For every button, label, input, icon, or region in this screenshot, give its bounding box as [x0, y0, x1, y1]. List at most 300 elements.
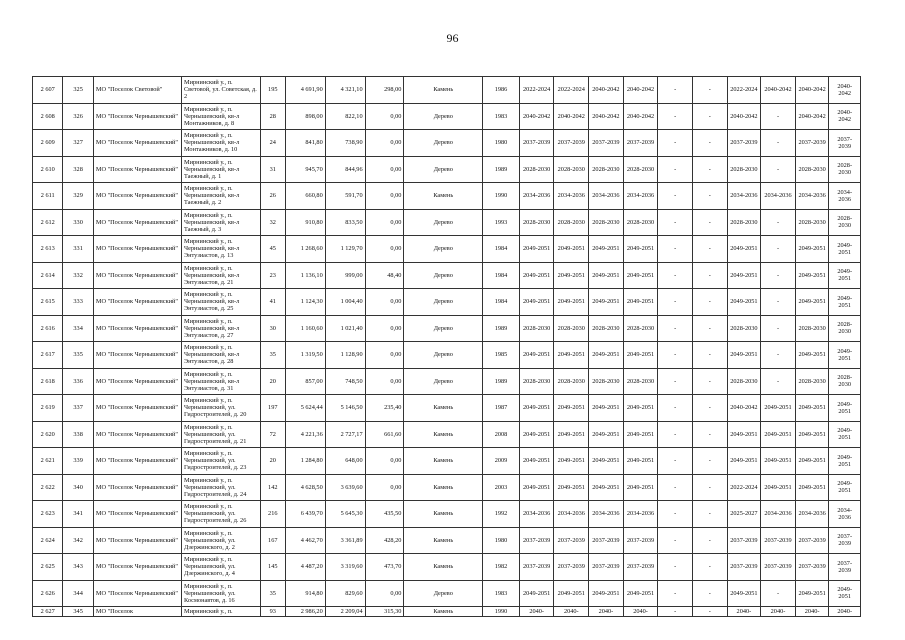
cell-municipality: МО "Поселок Чернышевский" — [93, 421, 181, 448]
cell-period-9: 2049-2051 — [795, 421, 829, 448]
cell-period-2: 2049-2051 — [554, 395, 589, 422]
cell-period-2: 2049-2051 — [554, 236, 589, 263]
cell-period-8: 2040- — [761, 607, 796, 617]
cell-period-6: - — [692, 342, 727, 369]
cell-period-10: 2049-2051 — [829, 395, 861, 422]
cell-period-10: 2049-2051 — [829, 421, 861, 448]
cell-living-area: 3 319,60 — [325, 554, 365, 581]
cell-apartments: 35 — [260, 342, 285, 369]
cell-build-year: 1990 — [483, 183, 520, 210]
cell-building-id: 340 — [63, 474, 93, 501]
cell-wall-material: Камень — [404, 421, 483, 448]
table-row — [33, 395, 861, 422]
cell-building-id: 329 — [63, 183, 93, 210]
cell-period-5: - — [658, 474, 693, 501]
cell-living-area: 3 361,89 — [325, 527, 365, 554]
cell-period-5: - — [658, 580, 693, 607]
cell-building-id: 341 — [63, 501, 93, 528]
table-row — [33, 342, 861, 369]
cell-period-9: 2037-2039 — [795, 130, 829, 157]
cell-nonresidential-area: 473,70 — [365, 554, 404, 581]
table-row — [33, 289, 861, 316]
table-row — [33, 527, 861, 554]
cell-period-1: 2028-2030 — [519, 368, 554, 395]
cell-build-year: 1985 — [483, 342, 520, 369]
cell-total-area: 4 487,20 — [285, 554, 325, 581]
cell-wall-material: Камень — [404, 501, 483, 528]
cell-build-year: 1983 — [483, 580, 520, 607]
cell-period-9: 2040- — [795, 607, 829, 617]
cell-build-year: 2003 — [483, 474, 520, 501]
cell-period-7: 2022-2024 — [727, 474, 761, 501]
cell-period-5: - — [658, 368, 693, 395]
cell-municipality: МО "Поселок Чернышевский" — [93, 554, 181, 581]
cell-period-2: 2040-2042 — [554, 103, 589, 130]
cell-period-3: 2049-2051 — [589, 236, 624, 263]
cell-address: Мирнинский у., п. Чернышевский, ул. Космонавтов, д. 16 — [181, 580, 260, 607]
cell-address: Мирнинский у., п. Световой, ул. Советская, д. 2 — [181, 77, 260, 104]
cell-period-9: 2049-2051 — [795, 474, 829, 501]
table-row — [33, 209, 861, 236]
cell-municipality: МО "Поселок Чернышевский" — [93, 183, 181, 210]
cell-nonresidential-area: 428,20 — [365, 527, 404, 554]
table-row — [33, 77, 861, 104]
cell-municipality: МО "Поселок Чернышевский" — [93, 395, 181, 422]
cell-total-area: 4 462,70 — [285, 527, 325, 554]
cell-building-id: 337 — [63, 395, 93, 422]
cell-living-area: 3 639,60 — [325, 474, 365, 501]
cell-period-3: 2049-2051 — [589, 474, 624, 501]
cell-living-area: 5 146,50 — [325, 395, 365, 422]
cell-period-7: 2037-2039 — [727, 527, 761, 554]
cell-period-3: 2040-2042 — [589, 103, 624, 130]
cell-row-index: 2 619 — [33, 395, 63, 422]
cell-build-year: 1989 — [483, 156, 520, 183]
cell-total-area: 841,80 — [285, 130, 325, 157]
cell-period-8: 2049-2051 — [761, 474, 796, 501]
cell-address: Мирнинский у., п. Чернышевский, кв-л Энтузиастов, д. 28 — [181, 342, 260, 369]
cell-row-index: 2 614 — [33, 262, 63, 289]
cell-period-6: - — [692, 527, 727, 554]
cell-period-2: 2049-2051 — [554, 580, 589, 607]
cell-wall-material: Дерево — [404, 580, 483, 607]
cell-apartments: 20 — [260, 368, 285, 395]
cell-nonresidential-area: 0,00 — [365, 209, 404, 236]
cell-period-7: 2028-2030 — [727, 368, 761, 395]
cell-period-1: 2049-2051 — [519, 421, 554, 448]
cell-total-area: 1 268,60 — [285, 236, 325, 263]
cell-address: Мирнинский у., п. Чернышевский, кв-л Монтажников, д. 8 — [181, 103, 260, 130]
cell-period-5: - — [658, 448, 693, 475]
cell-municipality: МО "Поселок — [93, 607, 181, 617]
cell-period-1: 2037-2039 — [519, 527, 554, 554]
cell-build-year: 1980 — [483, 130, 520, 157]
cell-period-8: 2037-2039 — [761, 554, 796, 581]
cell-wall-material: Камень — [404, 448, 483, 475]
cell-municipality: МО "Поселок Чернышевский" — [93, 130, 181, 157]
cell-nonresidential-area: 298,00 — [365, 77, 404, 104]
cell-period-1: 2022-2024 — [519, 77, 554, 104]
cell-building-id: 330 — [63, 209, 93, 236]
cell-row-index: 2 623 — [33, 501, 63, 528]
cell-period-8: 2037-2039 — [761, 527, 796, 554]
cell-nonresidential-area: 0,00 — [365, 236, 404, 263]
cell-period-8: - — [761, 580, 796, 607]
cell-period-9: 2034-2036 — [795, 183, 829, 210]
cell-apartments: 20 — [260, 448, 285, 475]
cell-wall-material: Камень — [404, 554, 483, 581]
cell-row-index: 2 627 — [33, 607, 63, 617]
cell-apartments: 31 — [260, 156, 285, 183]
cell-municipality: МО "Поселок Чернышевский" — [93, 289, 181, 316]
cell-period-5: - — [658, 315, 693, 342]
cell-total-area: 857,00 — [285, 368, 325, 395]
cell-period-5: - — [658, 395, 693, 422]
cell-total-area: 4 691,90 — [285, 77, 325, 104]
cell-period-5: - — [658, 527, 693, 554]
cell-period-3: 2049-2051 — [589, 395, 624, 422]
cell-build-year: 1992 — [483, 501, 520, 528]
cell-municipality: МО "Поселок Чернышевский" — [93, 209, 181, 236]
cell-address: Мирнинский у., п. Чернышевский, ул. Гидростроителей, д. 24 — [181, 474, 260, 501]
cell-building-id: 331 — [63, 236, 93, 263]
cell-period-8: 2034-2036 — [761, 501, 796, 528]
cell-period-10: 2028-2030 — [829, 315, 861, 342]
cell-apartments: 35 — [260, 580, 285, 607]
cell-nonresidential-area: 0,00 — [365, 342, 404, 369]
cell-period-2: 2049-2051 — [554, 474, 589, 501]
cell-period-10: 2049-2051 — [829, 262, 861, 289]
cell-period-7: 2040- — [727, 607, 761, 617]
cell-period-5: - — [658, 421, 693, 448]
housing-registry-table — [32, 76, 861, 617]
cell-row-index: 2 626 — [33, 580, 63, 607]
cell-building-id: 342 — [63, 527, 93, 554]
table-row — [33, 474, 861, 501]
cell-period-6: - — [692, 395, 727, 422]
cell-nonresidential-area: 0,00 — [365, 448, 404, 475]
cell-period-7: 2049-2051 — [727, 236, 761, 263]
cell-total-area: 4 221,36 — [285, 421, 325, 448]
cell-row-index: 2 624 — [33, 527, 63, 554]
cell-period-10: 2028-2030 — [829, 368, 861, 395]
cell-period-3: 2037-2039 — [589, 554, 624, 581]
cell-period-6: - — [692, 580, 727, 607]
cell-period-6: - — [692, 315, 727, 342]
cell-wall-material: Камень — [404, 607, 483, 617]
cell-period-5: - — [658, 501, 693, 528]
cell-build-year: 1984 — [483, 236, 520, 263]
cell-period-5: - — [658, 130, 693, 157]
table-row — [33, 421, 861, 448]
cell-period-8: - — [761, 236, 796, 263]
cell-row-index: 2 609 — [33, 130, 63, 157]
cell-period-4: 2049-2051 — [623, 421, 658, 448]
cell-period-10: 2049-2051 — [829, 580, 861, 607]
cell-period-1: 2049-2051 — [519, 289, 554, 316]
cell-address: Мирнинский у., п. Чернышевский, кв-л Энтузиастов, д. 13 — [181, 236, 260, 263]
cell-apartments: 41 — [260, 289, 285, 316]
table-row — [33, 130, 861, 157]
cell-nonresidential-area: 0,00 — [365, 156, 404, 183]
cell-period-10: 2037-2039 — [829, 527, 861, 554]
cell-period-5: - — [658, 156, 693, 183]
cell-period-3: 2049-2051 — [589, 289, 624, 316]
table-row — [33, 580, 861, 607]
cell-period-6: - — [692, 474, 727, 501]
cell-row-index: 2 615 — [33, 289, 63, 316]
cell-period-6: - — [692, 554, 727, 581]
cell-period-3: 2037-2039 — [589, 527, 624, 554]
cell-period-5: - — [658, 183, 693, 210]
cell-address: Мирнинский у., п. Чернышевский, кв-л Энтузиастов, д. 25 — [181, 289, 260, 316]
cell-period-4: 2028-2030 — [623, 315, 658, 342]
cell-period-2: 2034-2036 — [554, 501, 589, 528]
cell-period-10: 2049-2051 — [829, 236, 861, 263]
page-number: 96 — [446, 31, 459, 45]
cell-row-index: 2 616 — [33, 315, 63, 342]
cell-period-2: 2028-2030 — [554, 156, 589, 183]
cell-apartments: 45 — [260, 236, 285, 263]
cell-living-area: 844,96 — [325, 156, 365, 183]
cell-period-8: 2049-2051 — [761, 448, 796, 475]
cell-wall-material: Дерево — [404, 262, 483, 289]
cell-build-year: 1987 — [483, 395, 520, 422]
cell-period-3: 2040- — [589, 607, 624, 617]
cell-address: Мирнинский у., п. Чернышевский, кв-л Энтузиастов, д. 31 — [181, 368, 260, 395]
cell-period-8: - — [761, 103, 796, 130]
cell-period-4: 2040-2042 — [623, 77, 658, 104]
cell-building-id: 336 — [63, 368, 93, 395]
cell-wall-material: Дерево — [404, 103, 483, 130]
cell-period-3: 2028-2030 — [589, 156, 624, 183]
cell-living-area: 738,90 — [325, 130, 365, 157]
cell-municipality: МО "Поселок Чернышевский" — [93, 315, 181, 342]
cell-period-2: 2037-2039 — [554, 527, 589, 554]
cell-period-8: 2040-2042 — [761, 77, 796, 104]
cell-build-year: 1989 — [483, 315, 520, 342]
cell-build-year: 1983 — [483, 103, 520, 130]
cell-building-id: 325 — [63, 77, 93, 104]
cell-wall-material: Камень — [404, 527, 483, 554]
cell-period-7: 2034-2036 — [727, 183, 761, 210]
cell-building-id: 345 — [63, 607, 93, 617]
cell-period-2: 2049-2051 — [554, 421, 589, 448]
cell-period-6: - — [692, 501, 727, 528]
cell-wall-material: Дерево — [404, 342, 483, 369]
cell-address: Мирнинский у., п. Чернышевский, ул. Гидростроителей, д. 20 — [181, 395, 260, 422]
cell-total-area: 910,80 — [285, 209, 325, 236]
cell-period-6: - — [692, 103, 727, 130]
cell-period-10: 2049-2051 — [829, 342, 861, 369]
cell-building-id: 327 — [63, 130, 93, 157]
cell-total-area: 4 628,50 — [285, 474, 325, 501]
cell-living-area: 4 321,10 — [325, 77, 365, 104]
cell-period-8: - — [761, 315, 796, 342]
cell-period-1: 2049-2051 — [519, 342, 554, 369]
cell-build-year: 1993 — [483, 209, 520, 236]
cell-total-area: 1 319,50 — [285, 342, 325, 369]
cell-period-3: 2040-2042 — [589, 77, 624, 104]
cell-period-6: - — [692, 421, 727, 448]
cell-apartments: 28 — [260, 103, 285, 130]
cell-build-year: 1984 — [483, 262, 520, 289]
cell-period-1: 2028-2030 — [519, 315, 554, 342]
cell-apartments: 195 — [260, 77, 285, 104]
cell-living-area: 822,10 — [325, 103, 365, 130]
cell-nonresidential-area: 0,00 — [365, 580, 404, 607]
cell-period-8: - — [761, 130, 796, 157]
cell-living-area: 2 209,04 — [325, 607, 365, 617]
cell-municipality: МО "Поселок Чернышевский" — [93, 262, 181, 289]
cell-period-7: 2022-2024 — [727, 77, 761, 104]
cell-period-1: 2034-2036 — [519, 183, 554, 210]
cell-building-id: 333 — [63, 289, 93, 316]
cell-period-7: 2040-2042 — [727, 395, 761, 422]
cell-period-3: 2028-2030 — [589, 315, 624, 342]
cell-period-2: 2034-2036 — [554, 183, 589, 210]
cell-build-year: 1982 — [483, 554, 520, 581]
cell-municipality: МО "Поселок Чернышевский" — [93, 236, 181, 263]
cell-period-2: 2028-2030 — [554, 209, 589, 236]
cell-period-4: 2049-2051 — [623, 342, 658, 369]
cell-period-6: - — [692, 262, 727, 289]
cell-nonresidential-area: 0,00 — [365, 183, 404, 210]
cell-living-area: 829,60 — [325, 580, 365, 607]
table-row — [33, 156, 861, 183]
cell-address: Мирнинский у., п. Чернышевский, ул. Гидростроителей, д. 21 — [181, 421, 260, 448]
cell-period-1: 2028-2030 — [519, 209, 554, 236]
table-row — [33, 103, 861, 130]
cell-period-2: 2049-2051 — [554, 448, 589, 475]
cell-period-5: - — [658, 289, 693, 316]
cell-period-2: 2040- — [554, 607, 589, 617]
cell-wall-material: Камень — [404, 77, 483, 104]
cell-period-6: - — [692, 448, 727, 475]
cell-period-9: 2037-2039 — [795, 554, 829, 581]
cell-total-area: 914,80 — [285, 580, 325, 607]
cell-period-1: 2049-2051 — [519, 262, 554, 289]
cell-address: Мирнинский у., п. Чернышевский, кв-л Таежный, д. 3 — [181, 209, 260, 236]
cell-period-4: 2037-2039 — [623, 130, 658, 157]
cell-nonresidential-area: 435,50 — [365, 501, 404, 528]
cell-nonresidential-area: 0,00 — [365, 315, 404, 342]
table-row — [33, 554, 861, 581]
cell-wall-material: Дерево — [404, 236, 483, 263]
cell-period-10: 2037-2039 — [829, 554, 861, 581]
cell-period-5: - — [658, 554, 693, 581]
cell-period-8: - — [761, 342, 796, 369]
cell-row-index: 2 620 — [33, 421, 63, 448]
cell-period-10: 2037-2039 — [829, 130, 861, 157]
cell-total-area: 898,00 — [285, 103, 325, 130]
cell-period-3: 2037-2039 — [589, 130, 624, 157]
cell-period-7: 2049-2051 — [727, 421, 761, 448]
cell-apartments: 167 — [260, 527, 285, 554]
cell-nonresidential-area: 0,00 — [365, 368, 404, 395]
table-body — [33, 77, 861, 617]
cell-period-3: 2034-2036 — [589, 183, 624, 210]
cell-period-1: 2049-2051 — [519, 236, 554, 263]
cell-building-id: 339 — [63, 448, 93, 475]
cell-period-4: 2049-2051 — [623, 395, 658, 422]
cell-period-4: 2049-2051 — [623, 580, 658, 607]
cell-wall-material: Дерево — [404, 156, 483, 183]
cell-period-4: 2037-2039 — [623, 527, 658, 554]
cell-period-6: - — [692, 183, 727, 210]
cell-period-7: 2049-2051 — [727, 448, 761, 475]
cell-building-id: 343 — [63, 554, 93, 581]
cell-total-area: 5 624,44 — [285, 395, 325, 422]
cell-period-4: 2040- — [623, 607, 658, 617]
cell-period-4: 2040-2042 — [623, 103, 658, 130]
cell-address: Мирнинский у., п. Чернышевский, кв-л Энтузиастов, д. 27 — [181, 315, 260, 342]
cell-period-5: - — [658, 342, 693, 369]
cell-period-7: 2049-2051 — [727, 342, 761, 369]
cell-wall-material: Камень — [404, 395, 483, 422]
cell-period-10: 2049-2051 — [829, 289, 861, 316]
cell-period-3: 2034-2036 — [589, 501, 624, 528]
cell-period-9: 2049-2051 — [795, 289, 829, 316]
cell-apartments: 30 — [260, 315, 285, 342]
cell-period-8: - — [761, 289, 796, 316]
cell-period-9: 2049-2051 — [795, 342, 829, 369]
cell-period-9: 2028-2030 — [795, 156, 829, 183]
cell-wall-material: Камень — [404, 474, 483, 501]
cell-apartments: 93 — [260, 607, 285, 617]
cell-address: Мирнинский у., п. Чернышевский, ул. Дзержинского, д. 2 — [181, 527, 260, 554]
cell-living-area: 5 645,30 — [325, 501, 365, 528]
cell-address: Мирнинский у., п. Чернышевский, кв-л Монтажников, д. 10 — [181, 130, 260, 157]
cell-period-10: 2040-2042 — [829, 77, 861, 104]
cell-period-9: 2049-2051 — [795, 395, 829, 422]
table-row — [33, 368, 861, 395]
cell-row-index: 2 625 — [33, 554, 63, 581]
cell-building-id: 326 — [63, 103, 93, 130]
cell-wall-material: Дерево — [404, 368, 483, 395]
cell-period-10: 2040- — [829, 607, 861, 617]
cell-address: Мирнинский у., п. Чернышевский, ул. Дзержинского, д. 4 — [181, 554, 260, 581]
cell-period-4: 2049-2051 — [623, 448, 658, 475]
cell-building-id: 344 — [63, 580, 93, 607]
cell-apartments: 145 — [260, 554, 285, 581]
cell-row-index: 2 611 — [33, 183, 63, 210]
cell-total-area: 660,80 — [285, 183, 325, 210]
cell-address: Мирнинский у., п. Чернышевский, кв-л Таежный, д. 1 — [181, 156, 260, 183]
cell-building-id: 328 — [63, 156, 93, 183]
cell-period-4: 2034-2036 — [623, 501, 658, 528]
cell-municipality: МО "Поселок Чернышевский" — [93, 342, 181, 369]
cell-nonresidential-area: 0,00 — [365, 474, 404, 501]
cell-period-7: 2028-2030 — [727, 209, 761, 236]
cell-living-area: 999,00 — [325, 262, 365, 289]
cell-period-5: - — [658, 607, 693, 617]
cell-period-3: 2049-2051 — [589, 580, 624, 607]
cell-period-7: 2028-2030 — [727, 315, 761, 342]
cell-period-7: 2049-2051 — [727, 580, 761, 607]
cell-period-10: 2049-2051 — [829, 474, 861, 501]
cell-period-8: 2034-2036 — [761, 183, 796, 210]
cell-period-1: 2040- — [519, 607, 554, 617]
cell-period-10: 2034-2036 — [829, 501, 861, 528]
cell-row-index: 2 622 — [33, 474, 63, 501]
cell-municipality: МО "Поселок Чернышевский" — [93, 474, 181, 501]
cell-build-year: 2009 — [483, 448, 520, 475]
cell-municipality: МО "Поселок Чернышевский" — [93, 448, 181, 475]
cell-total-area: 2 986,20 — [285, 607, 325, 617]
cell-living-area: 2 727,17 — [325, 421, 365, 448]
cell-period-8: 2049-2051 — [761, 421, 796, 448]
